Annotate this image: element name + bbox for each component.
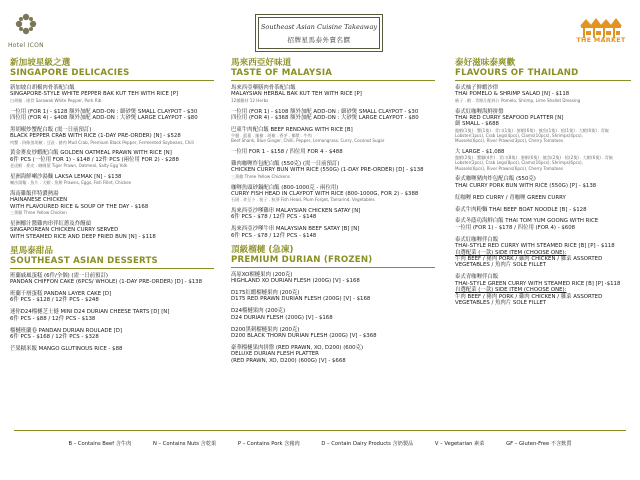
menu-item-line: 大 LARGE - $1,088 xyxy=(455,148,505,155)
section-title-en: FLAVOURS OF THAILAND xyxy=(455,68,579,78)
market-text: THE MARKET xyxy=(576,36,626,44)
menu-item xyxy=(455,109,631,144)
menu-item-ingredients: 龍蝦(1隻) . 蟹(1隻) . 青口(1隻) . 鮮蝦(6隻) . 魷魚(1隻) . 蛤(1隻) . 大蝦(6隻) . 青椒 xyxy=(455,127,609,133)
title-zh: 招牌星馬泰外賣名饌 xyxy=(287,36,351,44)
menu-item xyxy=(231,327,435,340)
menu-item-line: 紅咖喱 RED CURRY / 青咖喱 GREEN CURRY xyxy=(455,194,566,201)
menu-item-ingredients: 肉蟹 . 四條黑胡椒 . 豆豉 . 豬肉 Mud Crab, Premium Black Pepper, Fermented Soybeans, Chili xyxy=(10,139,194,145)
menu-item xyxy=(455,207,631,213)
menu-item-line: 星洲椰汁醬雞肉串伴紅蔥及炸饅頭 xyxy=(10,220,91,227)
menu-item-line: THAI POMELO & SHRIMP SALAD [N] - $118 xyxy=(455,91,570,98)
menu-item-line: 新加坡白胡椒肉骨茶配白飯 xyxy=(10,85,75,91)
menu-item-line: 巴東牛肉配白飯 BEEF RENDANG WITH RICE [B] xyxy=(231,126,353,133)
menu-item-line: 四位用 (FOR 4) - $408 額外加配 ADD-ON : 大砂煲 LARGE CLAYPOT - $80 xyxy=(10,114,198,121)
menu-item-line: 馬來西亞沙嗲牛串 MALAYSIAN BEEF SATAY [B] [N] xyxy=(231,226,360,233)
menu-item-ingredients: 龍蝦(2隻) . 蟹腳(4件) . 青口(8隻) . 鮮蝦(6隻) . 魷魚(2隻) . 蛤(2隻) . 大蝦(6隻) . 青椒 xyxy=(455,155,613,161)
menu-item-line: 6件 PCS - $88 / 12件 PCS - $138 xyxy=(10,315,96,322)
menu-items xyxy=(231,85,435,239)
menu-item-line: 一位用 (FOR 1) - $108 額外加配 ADD-ON : 細砂煲 SMALL CLAYPOT - $30 xyxy=(231,108,419,115)
menu-item xyxy=(10,109,214,122)
section-desserts xyxy=(10,246,214,353)
menu-item-line: 泰式青咖喱伴白飯 xyxy=(455,274,499,281)
footer-divider xyxy=(14,430,626,431)
section-divider xyxy=(10,268,214,269)
menu-item-line: HAINANESE CHICKEN xyxy=(10,197,68,204)
menu-item-line: THAI RED CURRY SEAFOOD PLATTER [N] xyxy=(455,114,564,121)
menu-item xyxy=(455,85,631,103)
menu-item xyxy=(455,176,631,189)
menu-item xyxy=(10,291,214,304)
menu-item-line: D24 DURIAN FLESH (200G) [V] - $168 xyxy=(231,314,333,321)
menu-item-line: DELUXE DURIAN FLESH PLATTER xyxy=(231,351,319,358)
menu-item-line: VEGETABLES / 魚肉片 SOLE FILLET xyxy=(455,262,547,269)
menu-item-line: 泰式紅咖喱伴白飯 xyxy=(455,236,499,243)
section-title-zh: 泰好滋味泰爽歡 xyxy=(455,58,516,68)
menu-item-line: 牛肉 BEEF / 豬肉 PORK / 雞肉 CHICKEN / 雜菜 ASSORTED xyxy=(455,293,603,300)
section-divider xyxy=(10,80,214,81)
section-durian xyxy=(231,245,435,364)
legend-nuts: N – Contains Nuts 含乾果 xyxy=(152,441,217,447)
menu-item xyxy=(231,226,435,239)
menu-item-ingredients: 石斑 . 炸豆卜 . 茄子 . 秋葵 Fish Head, Plum Forget, Tamarind, Vegetables xyxy=(231,197,375,203)
menu-item xyxy=(231,208,435,221)
legend-dairy: D – Contain Dairy Products 含奶製品 xyxy=(321,441,414,447)
column-middle xyxy=(231,58,435,370)
menu-item-ingredients: 牛腱 . 藍薑 . 辣椒 . 胡椒 . 香茅 . 椰漿 . 牛肉 xyxy=(231,133,312,139)
section-title-zh: 頂級榴槤 (急凍) xyxy=(231,244,294,255)
menu-item-line: SINGAPORE-STYLE WHITE PEPPER BAK KUT TEH WITH RICE [P] xyxy=(10,91,179,98)
menu-item-line: THAI CURRY PORK BUN WITH RICE (550G) [P] - $138 xyxy=(455,182,597,189)
allergen-legend xyxy=(0,440,640,447)
menu-item-ingredients: Mussels(6pcs), River Prawns(6pcs), Cherry Tomatoes xyxy=(455,165,564,171)
menu-item-line: HIGHLAND XO DURIAN FLESH (200G) [V] - $168 xyxy=(231,278,360,285)
menu-item xyxy=(231,85,435,103)
section-title-zh: 星馬泰甜品 xyxy=(10,245,53,256)
menu-item xyxy=(10,309,214,322)
menu-item-ingredients: 12種藥材 12 Herbs xyxy=(231,97,269,103)
menu-item-line: 泰式紅咖喱海鮮拼盤 xyxy=(455,108,504,115)
section-title-zh: 馬來西亞好味道 xyxy=(231,58,292,68)
menu-item xyxy=(231,109,435,122)
section-title-en: SINGAPORE DELICACIES xyxy=(10,68,130,78)
legend-gluten-free: GF – Gluten-Free 不含麩質 xyxy=(506,441,572,447)
section-malaysia xyxy=(231,58,435,239)
menu-item-line: 細 SMALL - $688 xyxy=(455,121,499,128)
menu-item-line: D175紅蝦榴槤果肉 (200克) xyxy=(231,290,300,297)
menu-item-line: THAI-STYLE GREEN CURRY WITH STEAMED RICE [B] [P] -$118 xyxy=(455,280,621,287)
menu-item xyxy=(455,237,631,269)
menu-item xyxy=(10,150,214,168)
menu-item-line: 豪華榴槤果肉拼盤 (RED PRAWN, XO, D200) (600克) xyxy=(231,344,364,351)
menu-item-line: 自選配菜 (一款) SIDE ITEM (CHOOSE ONE): xyxy=(455,287,567,294)
menu-item xyxy=(10,191,214,215)
menu-items xyxy=(10,273,214,353)
menu-item-ingredients: 喇沙湯麵 . 魚片 . 大蝦 . 魚餅 Prawns, Eggs, Fish Fillet, Chicken xyxy=(10,180,132,186)
header xyxy=(0,0,640,58)
menu-item-line: WITH FLAVOURED RICE & SOUP OF THE DAY - $168 xyxy=(10,203,149,210)
menu-item-line: 自選配菜 (一款) SIDE ITEM (CHOOSE ONE): xyxy=(455,249,567,256)
menu-item-line: 芒果糯米飯 MANGO GLUTINOUS RICE - $88 xyxy=(10,345,123,352)
menu-item-line: 6件 PCS - $78 / 12件 PCS - $148 xyxy=(231,214,317,221)
menu-item-ingredients: 三黃雞 Three Yellow Chicken xyxy=(10,210,67,216)
menu-item-line: SINGAPOREAN CHICKEN CURRY SERVED xyxy=(10,227,119,234)
menu-item-line: PANDAN CHIFFON CAKE (6PCS/ WHOLE) (1-DAY PRE-ORDER) [D] - $138 xyxy=(10,279,203,286)
menu-item xyxy=(10,174,214,186)
menu-item-line: CURRY FISH HEAD IN CLAYPOT WITH RICE (800-1000G, FOR 2) - $388 xyxy=(231,190,419,197)
menu-item-ingredients: 柚子 . 蝦 . 青檸汁配料汁 Pomelo, Shrimp, Lime Shallot Dressing xyxy=(455,97,581,103)
menu-item xyxy=(231,308,435,321)
menu-item-ingredients: 老虎蝦 . 麥皮 . 咖喱葉 Tiger Prawn, Oatmeal, Salty Egg Yolk xyxy=(10,163,128,169)
menu-item xyxy=(455,218,631,231)
menu-item-ingredients: 三黃雞 Three Yellow Chickens xyxy=(231,173,290,179)
menu-item-line: 泰式咖喱豬肉炸包配白飯 (550克) xyxy=(455,176,536,183)
hotel-logo-icon xyxy=(14,12,38,36)
menu-item-line: 一位用 (FOR 1) - $178 / 四位用 (FOR 4) - $608 xyxy=(455,224,576,231)
menu-item-line: D175 RED PRAWN DURIAN FLESH (200G) [V] - $168 xyxy=(231,296,371,303)
menu-item xyxy=(10,346,214,352)
menu-item-ingredients: Lobster(2pcs), Crab Legs(8pcs), Clams(16pcs), Shrimps(6pcs), xyxy=(455,160,583,166)
section-title-en: PREMIUM DURIAN (FROZEN) xyxy=(231,254,373,265)
menu-item xyxy=(455,149,631,171)
menu-item-line: 一位用 FOR 1 - $158 / 四位用 FOR 4 - $488 xyxy=(231,149,343,156)
menu-item-line: 班蘭戚風蛋糕 (6件/全個) (需一日前預訂) xyxy=(10,272,108,279)
legend-beef: B – Contains Beef 含牛肉 xyxy=(68,441,132,447)
menu-item-line: 雞肉咖喱炸包配白飯 (550克) (需一日前預訂) xyxy=(231,161,340,168)
menu-item xyxy=(10,273,214,286)
menu-items xyxy=(231,272,435,364)
menu-item-line: 四位用 (FOR 4) - $368 額外加配 ADD-ON : 大砂煲 LARGE CLAYPOT - $80 xyxy=(231,114,419,121)
menu-item-line: 黃金麥皮炒蝦配白飯 GOLDEN OATMEAL PRAWN WITH RICE [N] xyxy=(10,150,172,157)
menu-item xyxy=(231,185,435,203)
menu-item-line: CHICKEN CURRY BUN WITH RICE (550G) (1-DAY PRE-ORDER) [D] - $138 xyxy=(231,167,424,174)
menu-item-line: 牛肉 BEEF / 豬肉 PORK / 雞肉 CHICKEN / 雜菜 ASSORTED xyxy=(455,256,603,263)
menu-item xyxy=(455,274,631,306)
title-box xyxy=(255,14,383,52)
menu-item-line: 迷你D24榴槤芝士撻 MINI D24 DURIAN CHEESE TARTS [D] [N] xyxy=(10,309,170,316)
menu-item-line: 咖喱魚頭砂鍋配白飯 (800-1000克 - 兩位用) xyxy=(231,184,339,191)
menu-item-ingredients: Beef Shank, Blue Ginger, Chilli, Pepper, Lemongrass, Curry, Coconut Sugar xyxy=(231,138,385,144)
menu-item-line: 榴槤班蘭卷 PANDAN DURIAN ROULADE [D] xyxy=(10,327,123,334)
menu-item-ingredients: Lobster(1pcs), Crab Legs(4pcs), Clams(10pcs), Shrimps(4pcs), xyxy=(455,132,583,138)
menu-item-line: 泰式柚子鮮蝦沙律 xyxy=(455,85,499,91)
legend-vegetarian: V – Vegetarian 素菜 xyxy=(434,441,485,447)
menu-item xyxy=(10,221,214,240)
menu-item xyxy=(10,127,214,145)
menu-item-line: D200黑刺榴槤果肉 (200克) xyxy=(231,326,300,333)
menu-item-line: 泰式牛肉粉麵 THAI BEEF BOAT NOODLE [B] - $128 xyxy=(455,206,587,213)
menu-item xyxy=(231,272,435,285)
menu-item-line: BLACK PEPPER CRAB WITH RICE (1-DAY PRE-ORDER) [N] - $528 xyxy=(10,133,181,140)
menu-item-line: 一位用 (FOR 1) - $128 額外加配 ADD-ON : 細砂煲 SMALL CLAYPOT - $30 xyxy=(10,108,198,115)
menu-item-line: 馬來西亞沙嗲雞串 MALAYSIAN CHICKEN SATAY [N] xyxy=(231,208,361,215)
section-title-en: TASTE OF MALAYSIA xyxy=(231,68,333,78)
section-divider xyxy=(231,80,435,81)
menu-items xyxy=(10,85,214,240)
menu-item-line: D24榴槤果肉 (200克) xyxy=(231,308,286,315)
menu-item-line: 馬來西亞藥膳肉骨茶配白飯 xyxy=(231,85,296,91)
menu-item-line: 班蘭千層蛋糕 PANDAN LAYER CAKE [D] xyxy=(10,290,112,297)
menu-item xyxy=(231,127,435,144)
menu-item-line: WITH STEAMED RICE AND DEEP FRIED BUN [N] - $118 xyxy=(10,233,156,240)
section-singapore xyxy=(10,58,214,240)
menu-item xyxy=(10,328,214,341)
column-right xyxy=(455,58,631,312)
menu-item-line: 黑胡椒炒蟹配白飯 (需一日前預訂) xyxy=(10,126,92,133)
menu-item-line: D200 BLACK THORN DURIAN FLESH (200G) [V] - $368 xyxy=(231,333,377,340)
menu-item xyxy=(231,290,435,303)
menu-item xyxy=(231,149,435,155)
menu-items xyxy=(455,85,631,306)
menu-item-ingredients: Mussels(6pcs), River Prawns(3pcs), Cherry Tomatoes xyxy=(455,138,564,144)
menu-item-line: 6件 PCS - $128 / 12件 PCS - $248 xyxy=(10,297,99,304)
menu-item-line: 海南雞飯伴特濃熱湯 xyxy=(10,190,59,197)
menu-item-line: MALAYSIAN HERBAL BAK KUT TEH WITH RICE [P] xyxy=(231,91,362,98)
column-left xyxy=(10,58,214,358)
menu-item-line: (RED PRAWN, XO, D200) (600G) [V] - $668 xyxy=(231,357,346,364)
menu-item-line: THAI-STYLE RED CURRY WITH STEAMED RICE [B] [P] - $118 xyxy=(455,243,615,250)
menu-item xyxy=(10,85,214,103)
legend-pork: P – Contains Pork 含豬肉 xyxy=(237,441,300,447)
menu-item-line: 星洲海鮮喇沙湯麵 LAKSA LEMAK [N] - $138 xyxy=(10,173,122,180)
section-thailand xyxy=(455,58,631,306)
menu-item-line: 6件 PCS - $168 / 12件 PCS - $328 xyxy=(10,333,99,340)
section-divider xyxy=(455,80,631,81)
title-en: Southeast Asian Cuisine Takeaway xyxy=(260,23,378,31)
section-title-en: SOUTHEAST ASIAN DESSERTS xyxy=(10,255,158,266)
section-divider xyxy=(231,267,435,268)
menu-item-ingredients: 白胡椒 . 排骨 Sarawak White Pepper, Pork Rib xyxy=(10,97,102,103)
menu-item xyxy=(231,345,435,364)
menu-item-line: VEGETABLES / 魚肉片 SOLE FILLET xyxy=(455,299,547,306)
menu-item-line: 泰式冬蔭功海鮮白飯 THAI TOM YUM GOONG WITH RICE xyxy=(455,218,599,225)
section-title-zh: 新加坡星級之選 xyxy=(10,58,71,68)
hotel-logo-text: Hotel ICON xyxy=(8,42,44,49)
menu-item xyxy=(455,195,631,201)
menu-item-line: 6件 PCS - $78 / 12件 PCS - $148 xyxy=(231,232,317,239)
menu-item xyxy=(231,161,435,179)
menu-item-line: 高原XO榴槤果肉 (200克) xyxy=(231,271,293,278)
menu-item-line: 6件 PCS (一位用 FOR 1) - $148 / 12件 PCS (兩位用 FOR 2) - $288 xyxy=(10,156,179,163)
